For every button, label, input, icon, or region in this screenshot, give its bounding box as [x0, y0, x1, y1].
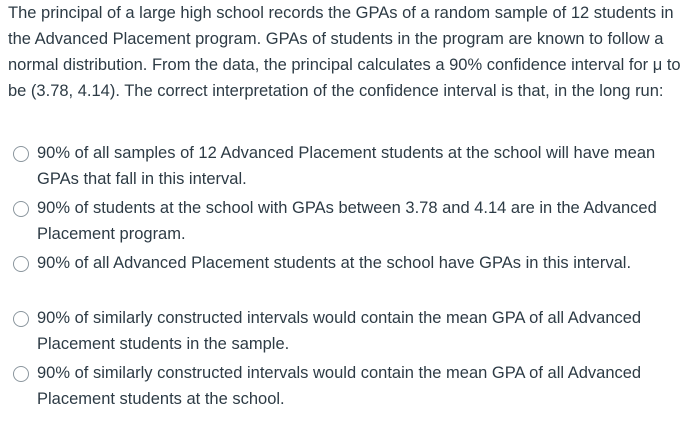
radio-button-1[interactable] — [13, 146, 29, 162]
radio-button-4[interactable] — [13, 311, 29, 327]
answer-option-1[interactable] — [0, 140, 700, 195]
answer-option-label: 90% of students at the school with GPAs between 3.78 and 4.14 are in the Advanced Placement program. — [37, 199, 657, 243]
answer-option-2[interactable] — [0, 195, 700, 250]
answer-option-label: 90% of all Advanced Placement students at the school have GPAs in this interval. — [37, 254, 632, 272]
radio-button-2[interactable] — [13, 201, 29, 217]
radio-button-5[interactable] — [13, 366, 29, 382]
answer-option-label: 90% of similarly constructed intervals would contain the mean GPA of all Advanced Placement students at the school. — [37, 364, 642, 408]
radio-button-3[interactable] — [13, 256, 29, 272]
answer-option-label: 90% of all samples of 12 Advanced Placement students at the school will have mean GPAs that fall in this interval. — [37, 144, 656, 188]
answer-option-label: 90% of similarly constructed intervals would contain the mean GPA of all Advanced Placement students in the sample. — [37, 309, 642, 353]
answer-option-4[interactable] — [0, 305, 700, 360]
question-text: The principal of a large high school records the GPAs of a random sample of 12 students in the Advanced Placement program. GPAs of students in the program are known to follow a normal distribution. From the data, the principal calculates a 90% confidence interval for μ to be (3.78, 4.14). The correct interpretation of the confidence interval is that, in the long run: — [8, 4, 681, 100]
answer-option-3[interactable] — [0, 250, 700, 305]
answer-option-5[interactable] — [0, 360, 700, 415]
answer-options — [0, 140, 700, 415]
